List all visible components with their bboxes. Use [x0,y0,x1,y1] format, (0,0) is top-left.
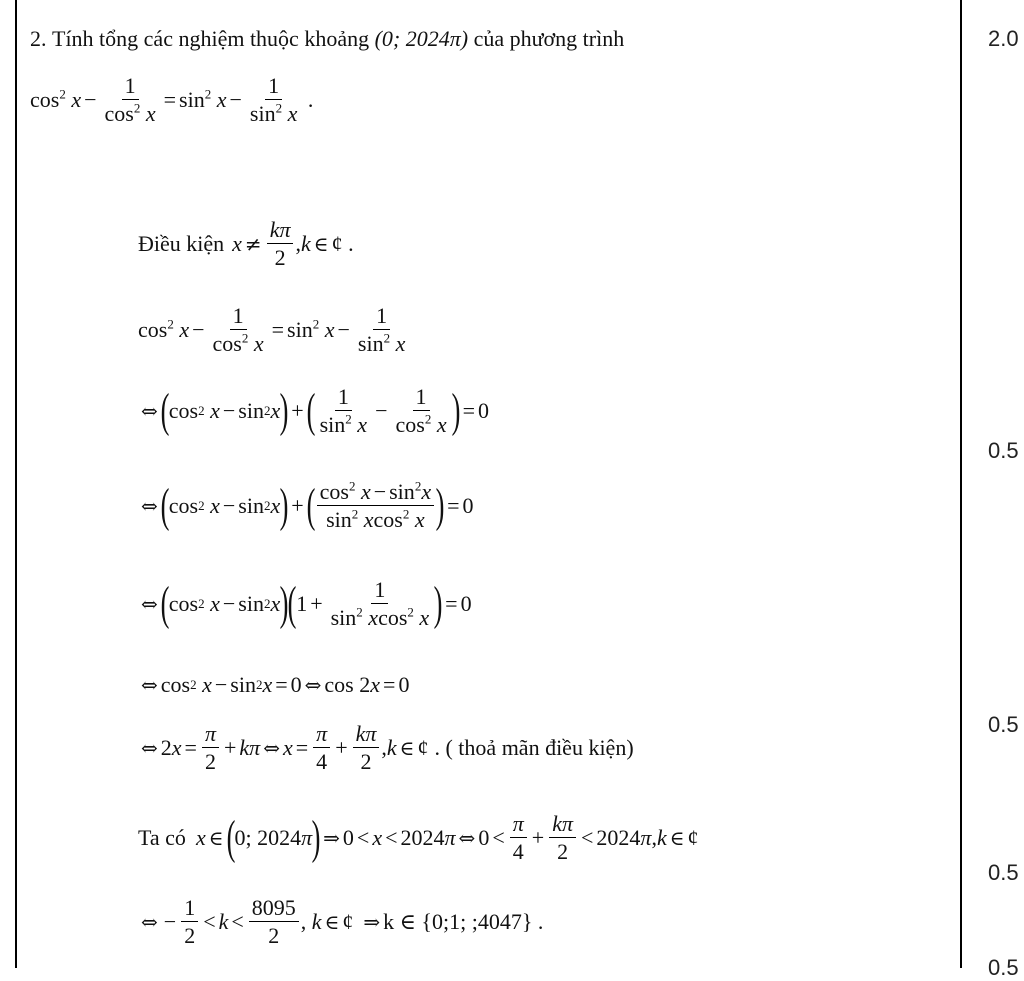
condition-line: Điều kiện x ≠ $\frac{k\pi}{2}$ , k ∈ ¢ . [138,217,354,271]
score-step-2: 0.5 [988,712,1019,737]
ta-co-label: Ta có [138,824,186,850]
problem-equation: $\cos^2$ x − $\frac{1}{\cos^2 x}$ = $\sin^2$ x − $\frac{1}{\sin^2 x}$ . [30,73,314,127]
step-solutions: ⇔ 2 x = $\frac{\pi}{2}$ + kπ ⇔ x = $\frac{\pi}{4}$ + $\frac{k\pi}{2}$ , k ∈ ¢ . ( thoả mãn điều kiện) [141,721,634,775]
table-column-divider [960,0,962,968]
problem-text-end: của phương trình [473,26,625,51]
problem-number: 2. [30,26,47,51]
score-step-3: 0.5 [988,860,1019,885]
problem-text: Tính tổng các nghiệm thuộc khoảng [52,26,370,51]
step-restate: $\cos^2$ x − $\frac{1}{\cos^2 x}$ = $\sin^2$ x − $\frac{1}{\sin^2 x}$ [138,303,406,357]
problem-interval: (0; 2024π) [374,26,469,51]
step-cos2x: ⇔ cos 2 x − sin 2 x = 0 ⇔ cos 2 x = 0 [141,672,410,697]
score-step-4: 0.5 [988,955,1019,980]
step-common-denominator: ⇔ ( cos 2 x − sin 2 x ) + ( $\frac{\cos^2 x - \sin^2x}{\sin^2 xcos^2 x}$ ) = 0 [141,478,474,533]
table-left-border [15,0,17,968]
step-group-terms: ⇔ ( cos 2 x − sin 2 x ) + ( $\frac{1}{\sin^2 x}$ − $\frac{1}{\cos^2 x}$ ) = 0 [141,384,489,438]
satisfied-note: . ( thoả mãn điều kiện) [434,734,634,760]
problem-statement [30,26,624,52]
condition-label: Điều kiện [138,230,225,256]
step-k-range: ⇔ − $\frac{1}{2}$ < k < $\frac{8095}{2}$ , k ∈ ¢ ⇒ k ∈ {0;1; ;4047} . [141,895,544,949]
step-interval: Ta có x ∈ ( 0; 2024 π ) ⇒ 0 < x < 2024 π ⇔ 0 < $\frac{\pi}{4}$ + $\frac{k\pi}{2}$ < 2024 π , k ∈ ¢ [138,811,699,865]
score-step-1: 0.5 [988,438,1019,463]
score-total: 2.0 [988,26,1019,51]
k-set: k ∈ {0;1; ;4047} [383,908,533,934]
step-factor: ⇔ ( cos 2 x − sin 2 x ) ( 1 + $\frac{1}{\sin^2 xcos^2 x}$ ) = 0 [141,577,472,631]
